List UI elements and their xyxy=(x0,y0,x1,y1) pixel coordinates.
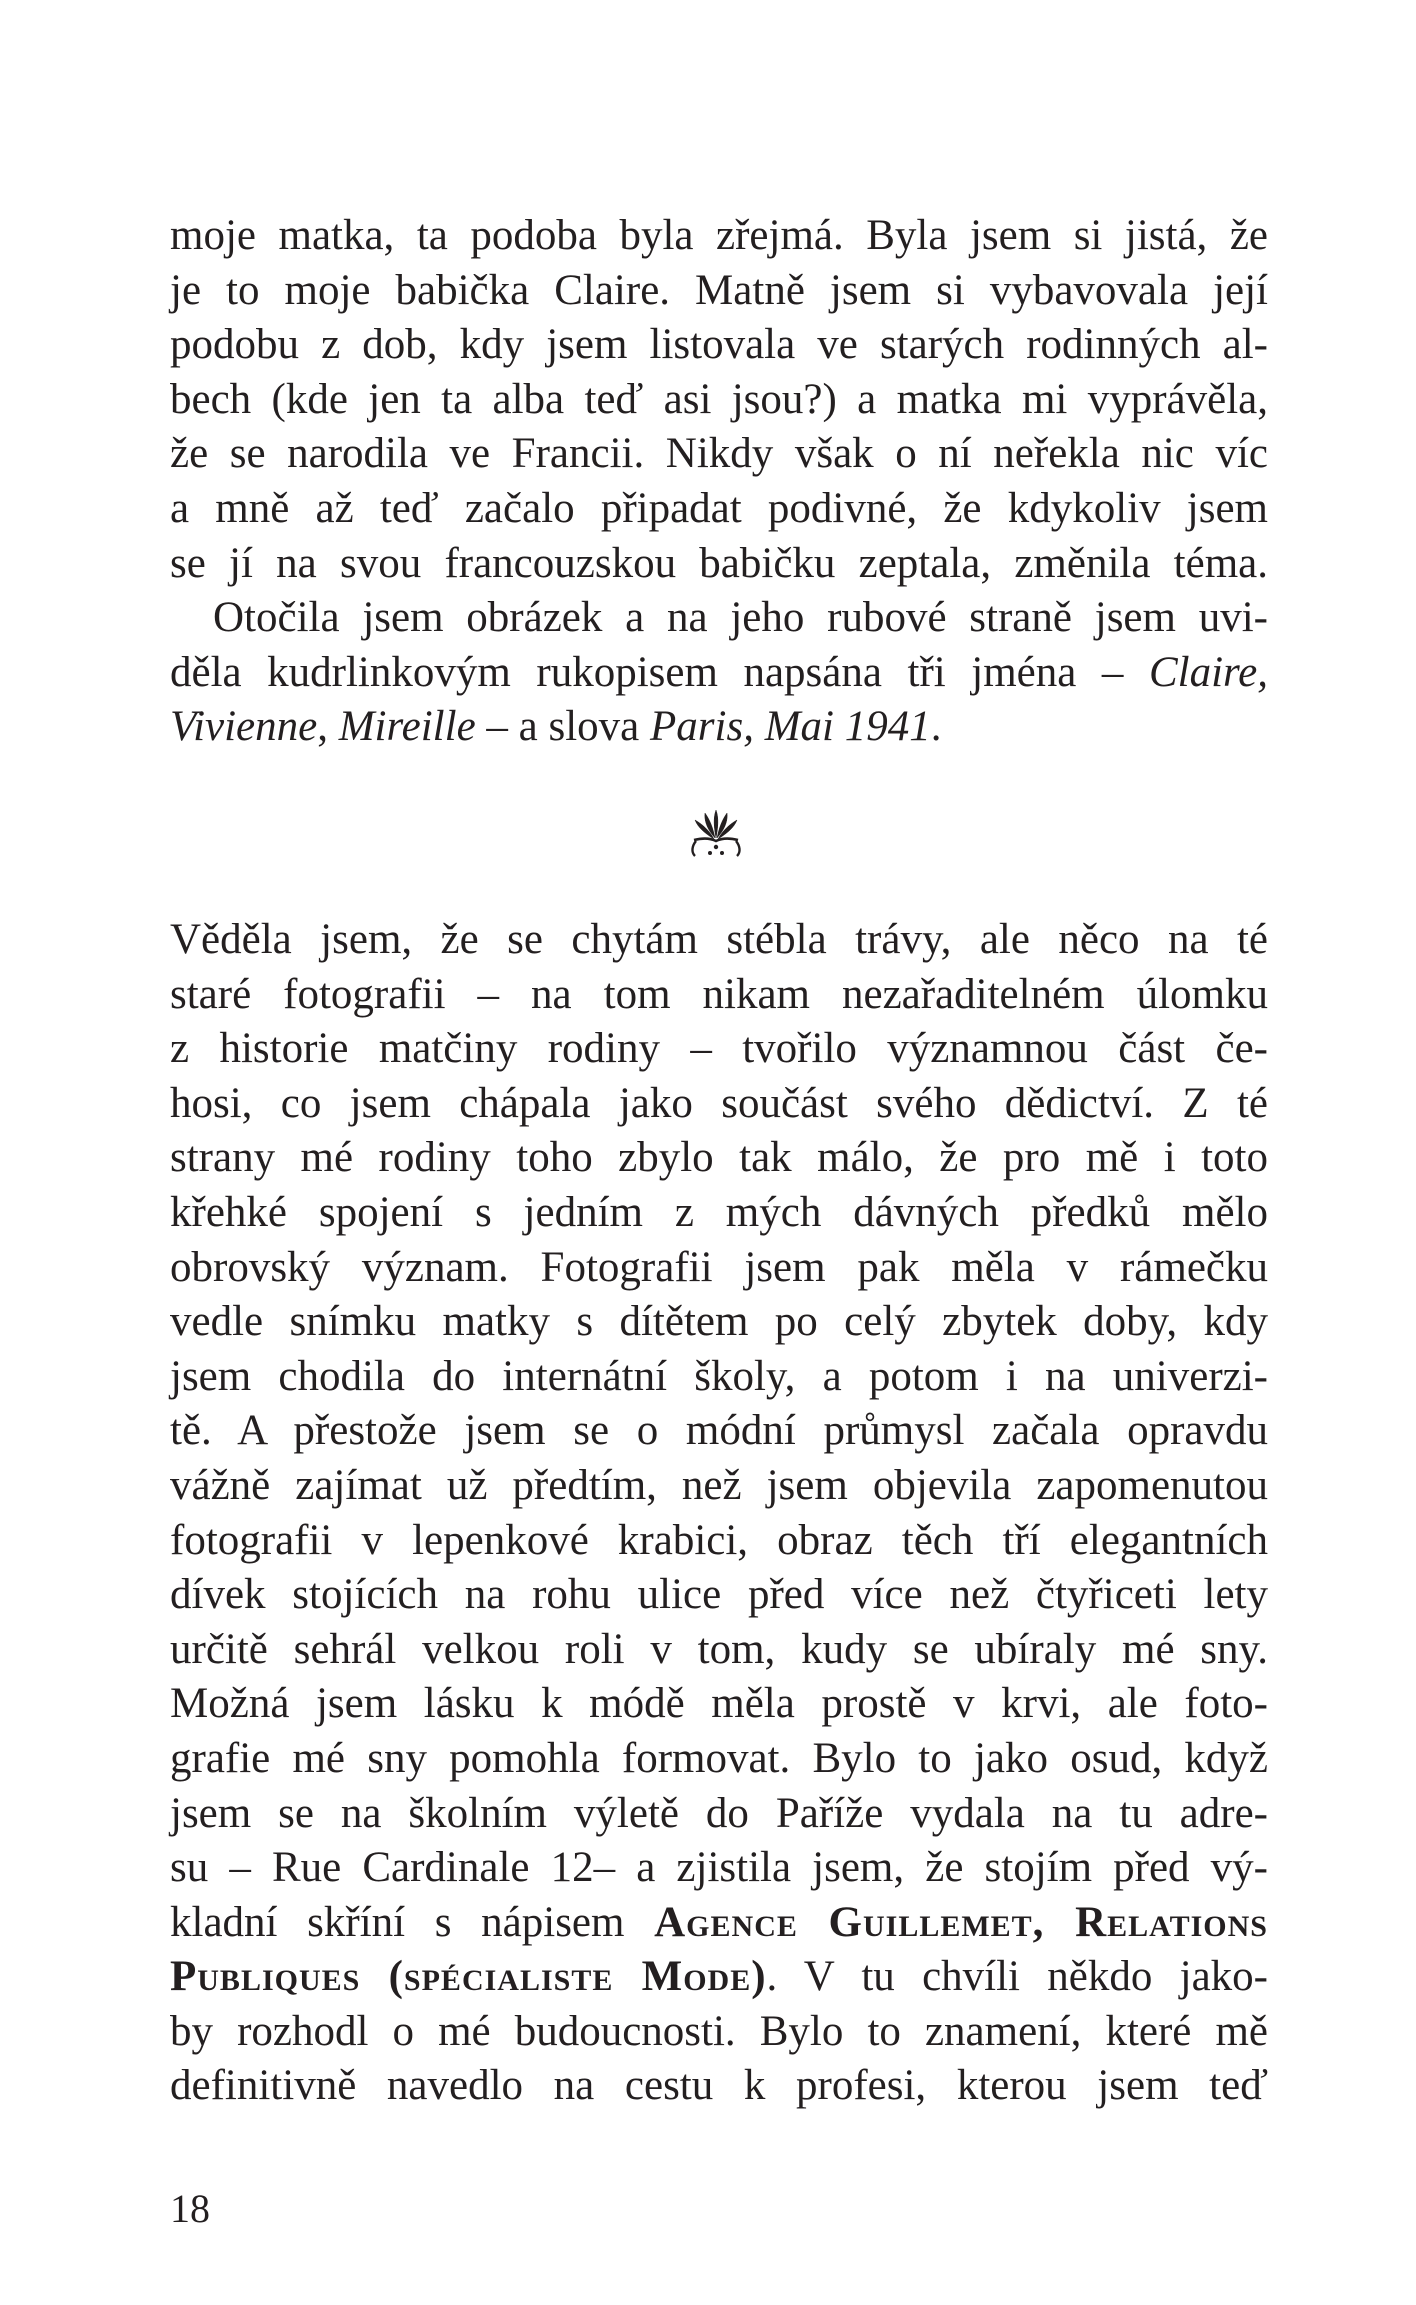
text-line: podobu z dob, kdy jsem listovala ve starých rodinných al- xyxy=(170,321,1268,369)
text-run: kladní skříní s nápisem xyxy=(170,1898,655,1946)
text-line: vedle snímku matky s dítětem po celý zbytek doby, kdy xyxy=(170,1298,1268,1346)
text-line: bech (kde jen ta alba teď asi jsou?) a matka mi vyprávěla, xyxy=(170,375,1268,423)
agency-name: Agence Guillemet, Relations xyxy=(654,1898,1268,1946)
text-line: moje matka, ta podoba byla zřejmá. Byla jsem si jistá, že xyxy=(170,212,1268,259)
text-line xyxy=(170,700,1268,755)
text-line: křehké spojení s jedním z mých dávných předků mělo xyxy=(170,1188,1268,1236)
text-line: staré fotografii – na tom nikam nezařaditelném úlomku xyxy=(170,970,1268,1018)
text-line: jsem se na školním výletě do Paříže vydala na tu adre- xyxy=(170,1789,1268,1837)
text-line: grafie mé sny pomohla formovat. Bylo to jako osud, když xyxy=(170,1734,1268,1782)
text-run: děla kudrlinkovým rukopisem napsána tři jména – xyxy=(170,648,1149,696)
text-line xyxy=(170,646,1268,701)
paragraph-1 xyxy=(170,209,1268,591)
text-run: . V tu chvíli někdo jako- xyxy=(766,1953,1268,2001)
paragraph-2 xyxy=(170,591,1268,755)
text-line: vážně zajímat už předtím, než jsem objevila zapomenutou xyxy=(170,1461,1268,1509)
text-line: určitě sehrál velkou roli v tom, kudy se ubíraly mé sny. xyxy=(170,1625,1268,1673)
text-line: obrovský význam. Fotografii jsem pak měla v rámečku xyxy=(170,1243,1268,1291)
text-block-top xyxy=(170,209,1268,755)
text-line: su – Rue Cardinale 12– a zjistila jsem, že stojím před vý- xyxy=(170,1844,1268,1892)
text-line: že se narodila ve Francii. Nikdy však o ní neřekla nic víc xyxy=(170,430,1268,478)
text-line: tě. A přestože jsem se o módní průmysl začala opravdu xyxy=(170,1407,1268,1455)
floral-fleuron-icon xyxy=(686,808,746,862)
text-line: jsem chodila do internátní školy, a potom i na univerzi- xyxy=(170,1352,1268,1400)
name-claire: Claire, xyxy=(1148,648,1268,696)
agency-name-continued: Publiques (spécialiste Mode) xyxy=(170,1953,767,2001)
text-line: by rozhodl o mé budoucnosti. Bylo to znamení, které mě xyxy=(170,2007,1268,2055)
text-line: strany mé rodiny toho zbylo tak málo, že pro mě i toto xyxy=(170,1134,1268,1182)
text-line: Věděla jsem, že se chytám stébla trávy, ale něco na té xyxy=(170,916,1268,963)
text-line: fotografii v lepenkové krabici, obraz těch tří elegantních xyxy=(170,1516,1268,1564)
text-line: dívek stojících na rohu ulice před více než čtyřiceti lety xyxy=(170,1571,1268,1619)
page-number: 18 xyxy=(170,2186,210,2231)
text-run: . xyxy=(930,703,942,751)
text-line xyxy=(170,1896,1268,1951)
place-date: Paris, Mai 1941 xyxy=(650,703,931,751)
text-line: a mně až teď začalo připadat podivné, že kdykoliv jsem xyxy=(170,484,1268,532)
text-line: je to moje babička Claire. Matně jsem si vybavovala její xyxy=(170,266,1268,314)
text-line: se jí na svou francouzskou babičku zeptala, změnila téma. xyxy=(170,539,1268,587)
text-run: , xyxy=(317,703,339,751)
text-line: Možná jsem lásku k módě měla prostě v krvi, ale foto- xyxy=(170,1680,1268,1728)
text-block-bottom xyxy=(170,913,1268,2114)
text-run: – a slova xyxy=(475,703,651,751)
paragraph-3 xyxy=(170,913,1268,2114)
text-line xyxy=(170,1950,1268,2005)
text-line: hosi, co jsem chápala jako součást svého dědictví. Z té xyxy=(170,1079,1268,1127)
text-line: z historie matčiny rodiny – tvořilo významnou část če- xyxy=(170,1025,1268,1073)
name-mireille: Mireille xyxy=(338,703,476,751)
text-line: Otočila jsem obrázek a na jeho rubové straně jsem uvi- xyxy=(213,594,1268,642)
text-line: definitivně navedlo na cestu k profesi, kterou jsem teď xyxy=(170,2062,1268,2110)
name-vivienne: Vivienne xyxy=(170,703,318,751)
